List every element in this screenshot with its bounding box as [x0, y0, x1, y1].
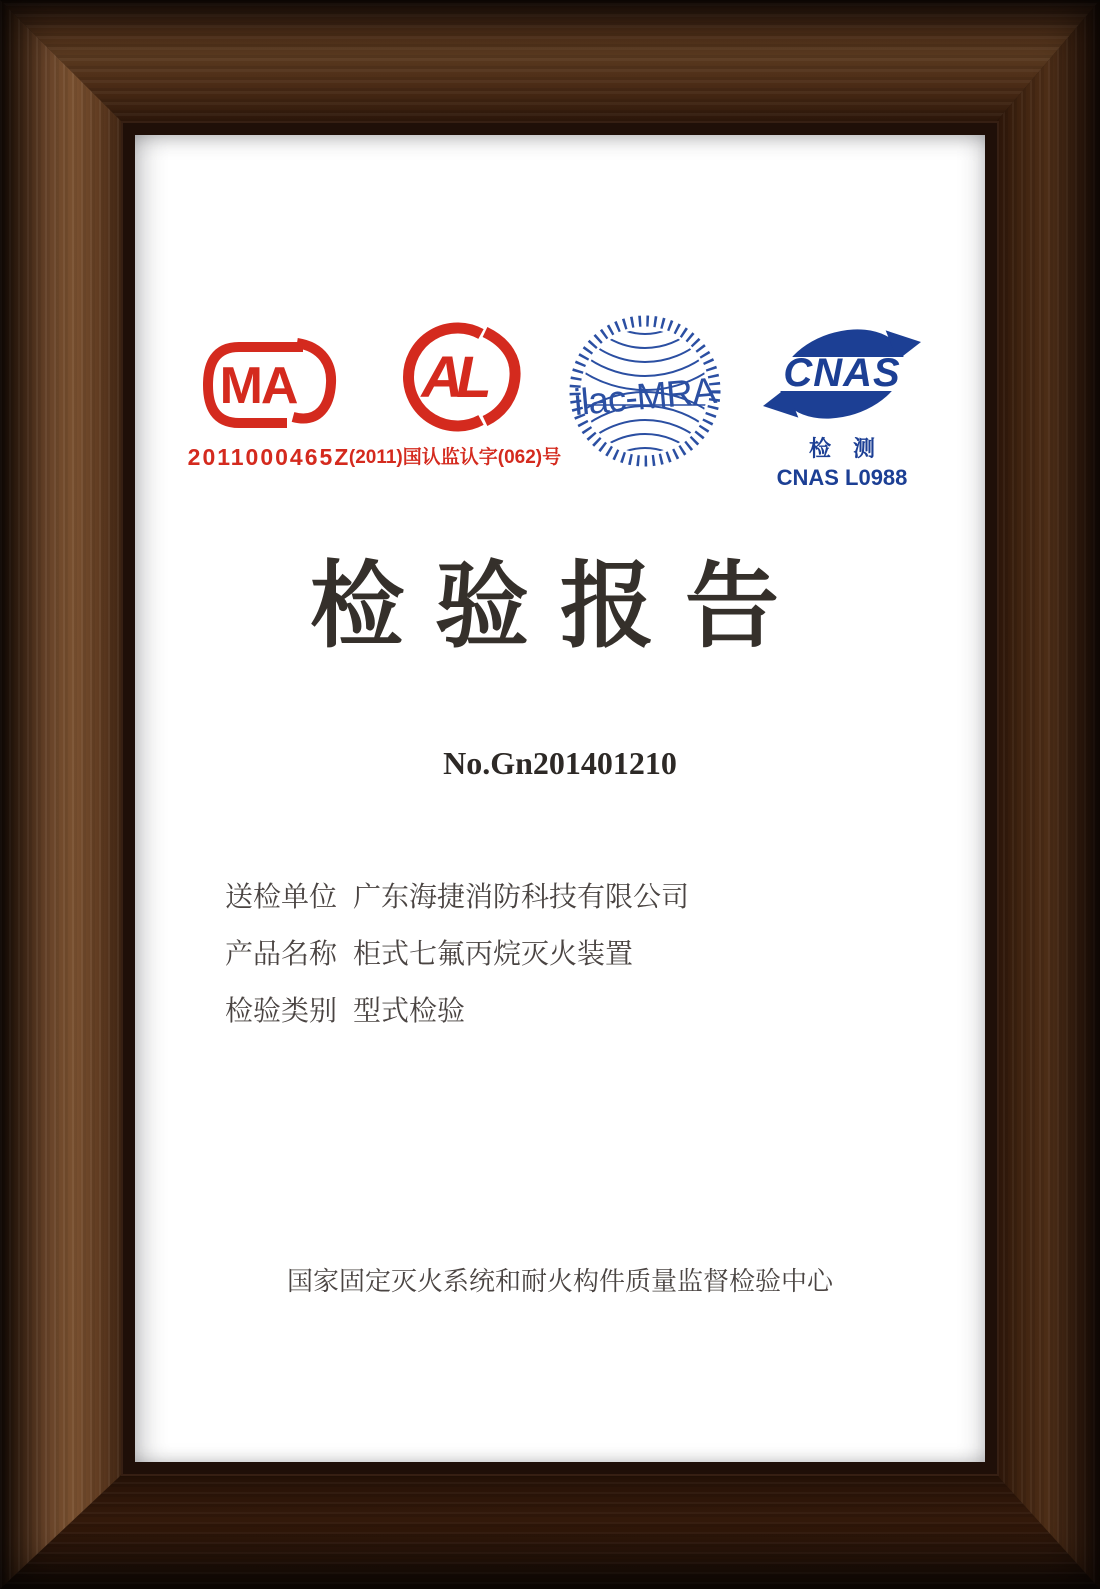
report-title: 检验报告	[309, 553, 811, 658]
cma-letters: MA	[219, 357, 297, 415]
ilac-mra-stamp-icon	[565, 310, 725, 472]
ilac-mra-letters: ilac-MRA	[572, 369, 718, 424]
field-label: 产品名称	[225, 938, 338, 969]
field-row-inspection-type	[225, 989, 689, 1046]
certificate-paper	[135, 135, 985, 1462]
issuing-center-name: 国家固定灭火系统和耐火构件质量监督检验中心	[286, 1266, 833, 1296]
cnas-lab-code: CNAS L0988	[776, 465, 908, 490]
field-row-client	[225, 875, 689, 932]
field-row-product	[225, 932, 689, 989]
cal-logo-icon	[389, 316, 521, 438]
frame-opening	[121, 121, 999, 1476]
field-value: 型式检验	[353, 995, 466, 1026]
cma-mark-block	[187, 332, 351, 471]
frame-top-bar	[0, 0, 1100, 135]
certification-marks-row	[135, 310, 985, 491]
cma-certificate-number: 2011000465Z	[187, 444, 351, 470]
report-fields	[225, 875, 689, 1046]
field-value: 柜式七氟丙烷灭火装置	[353, 938, 634, 969]
frame-left-bar	[0, 0, 135, 1589]
field-value: 广东海捷消防科技有限公司	[353, 881, 690, 912]
cal-mark-block	[348, 316, 562, 469]
field-label: 检验类别	[225, 995, 338, 1026]
cnas-category-label: 检 测	[808, 436, 875, 461]
field-label: 送检单位	[225, 881, 338, 912]
cnas-letters: CNAS	[783, 351, 901, 395]
report-number: No.Gn201401210	[443, 745, 677, 781]
cnas-logo-icon	[757, 318, 927, 430]
ilac-mra-mark-block	[565, 310, 725, 472]
frame-right-bar	[985, 0, 1100, 1589]
cma-logo-icon	[193, 332, 345, 440]
cnas-mark-block	[757, 318, 927, 491]
cal-letters: AL	[421, 345, 485, 410]
cal-certificate-number: (2011)国认监认字(062)号	[348, 447, 562, 468]
frame-bottom-bar	[0, 1462, 1100, 1589]
